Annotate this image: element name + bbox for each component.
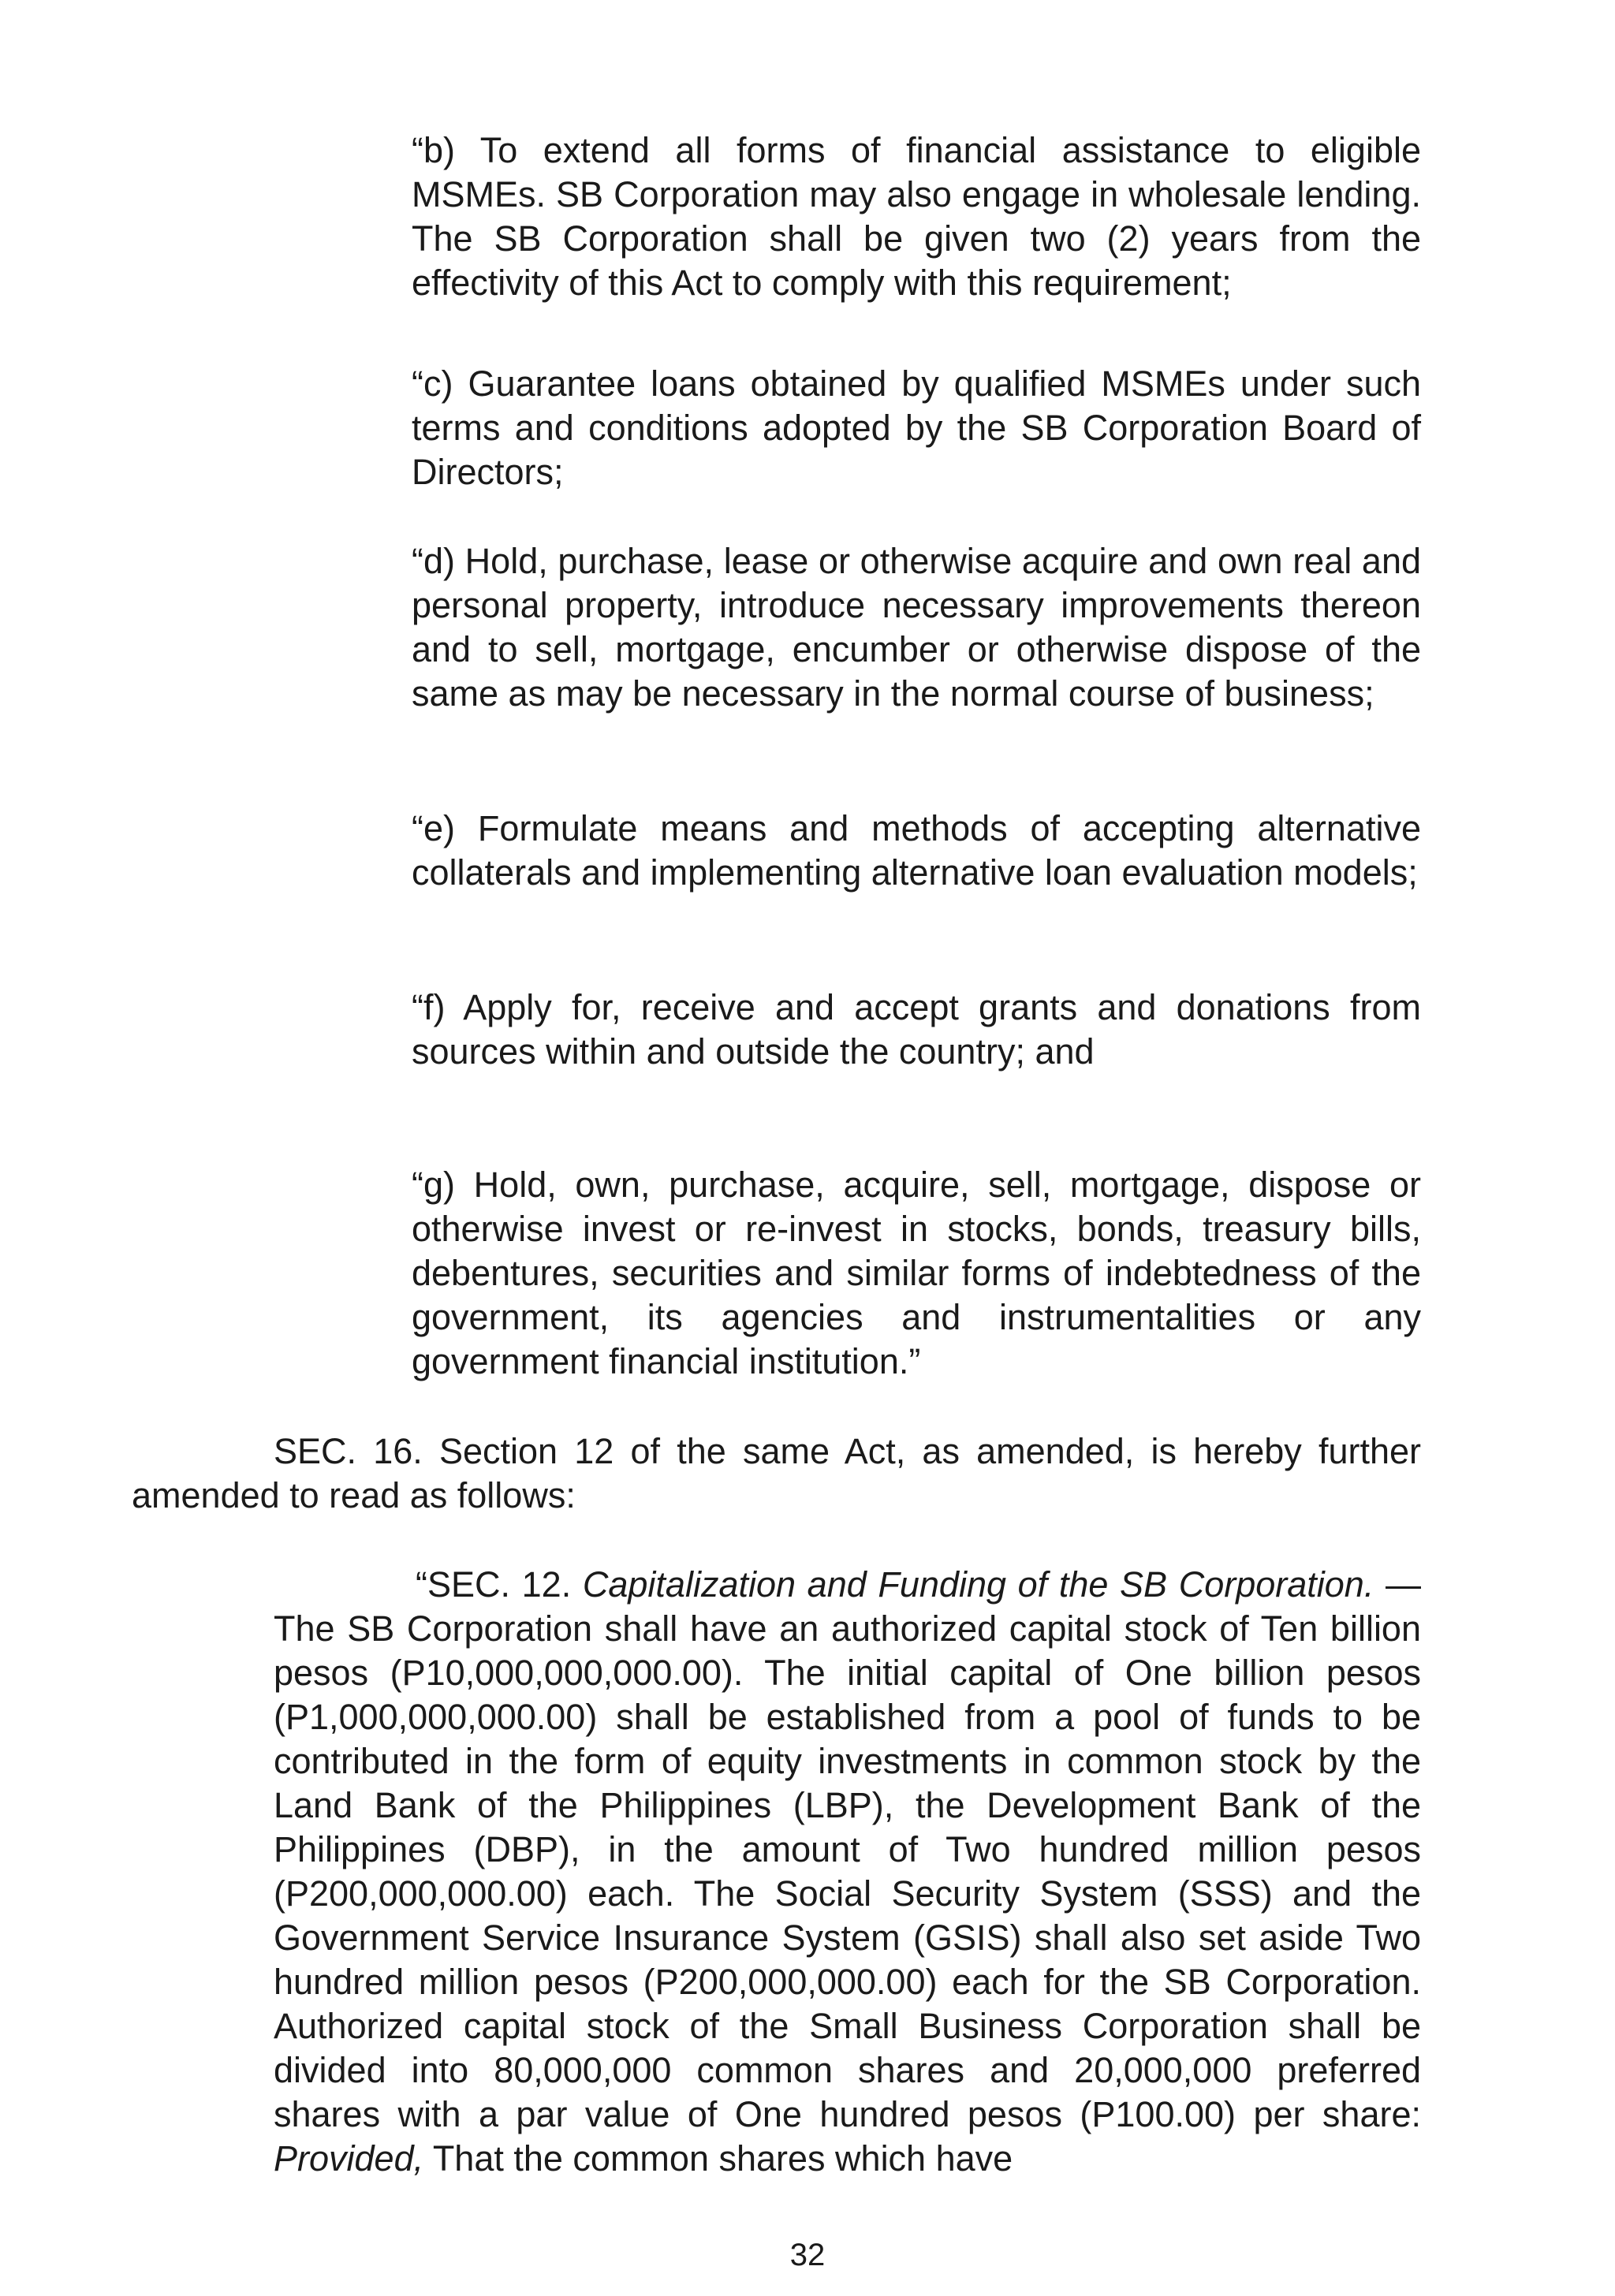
paragraph-b: “b) To extend all forms of financial assistance to eligible MSMEs. SB Corporation may also engage in wholesale lending. The SB Corporation shall be given two (2) years from the effectivity of this Act to comply with this requirement; <box>412 130 1421 303</box>
paragraph-g: “g) Hold, own, purchase, acquire, sell, mortgage, dispose or otherwise invest or re-invest in stocks, bonds, treasury bills, debentures, securities and similar forms of indebtedness of the government, its agencies and instrumentalities or any government financial institution.” <box>412 1165 1421 1381</box>
section-12-paragraph <box>274 1563 1421 2181</box>
paragraph-f: “f) Apply for, receive and accept grants and donations from sources within and outside the country; and <box>412 987 1421 1072</box>
section-12-body: — The SB Corporation shall have an authorized capital stock of Ten billion pesos (P10,000,000,000.00). The initial capital of One billion pesos (P1,000,000,000.00) shall be established from a pool of funds to be contributed in the form of equity investments in common stock by the Land Bank of the Philippines (LBP), the Development Bank of the Philippines (DBP), in the amount of Two hundred million pesos (P200,000,000.00) each. The Social Security System (SSS) and the Government Service Insurance System (GSIS) shall also set aside Two hundred million pesos (P200,000,000.00) each for the SB Corporation. Authorized capital stock of the Small Business Corporation shall be divided into 80,000,000 common shares and 20,000,000 preferred shares with a par value of One hundred pesos (P100.00) per share: <box>274 1564 1421 2134</box>
paragraph-e: “e) Formulate means and methods of accepting alternative collaterals and implementing alternative loan evaluation models; <box>412 808 1421 893</box>
paragraph-d: “d) Hold, purchase, lease or otherwise acquire and own real and personal property, introduce necessary improvements thereon and to sell, mortgage, encumber or otherwise dispose of the same as may be necessary in the normal course of business; <box>412 541 1421 714</box>
section-12-title: Capitalization and Funding of the SB Corporation. <box>582 1564 1374 1605</box>
section-12-proviso: Provided, <box>274 2138 424 2179</box>
paragraph-c: “c) Guarantee loans obtained by qualified MSMEs under such terms and conditions adopted by the SB Corporation Board of Directors; <box>412 363 1421 492</box>
section-12-lead: “SEC. 12. <box>416 1564 572 1605</box>
section-12-tail: That the common shares which have <box>432 2138 1013 2179</box>
section-16-paragraph: SEC. 16. Section 12 of the same Act, as amended, is hereby further amended to read as follows: <box>132 1431 1421 1515</box>
page-number: 32 <box>789 2238 826 2272</box>
